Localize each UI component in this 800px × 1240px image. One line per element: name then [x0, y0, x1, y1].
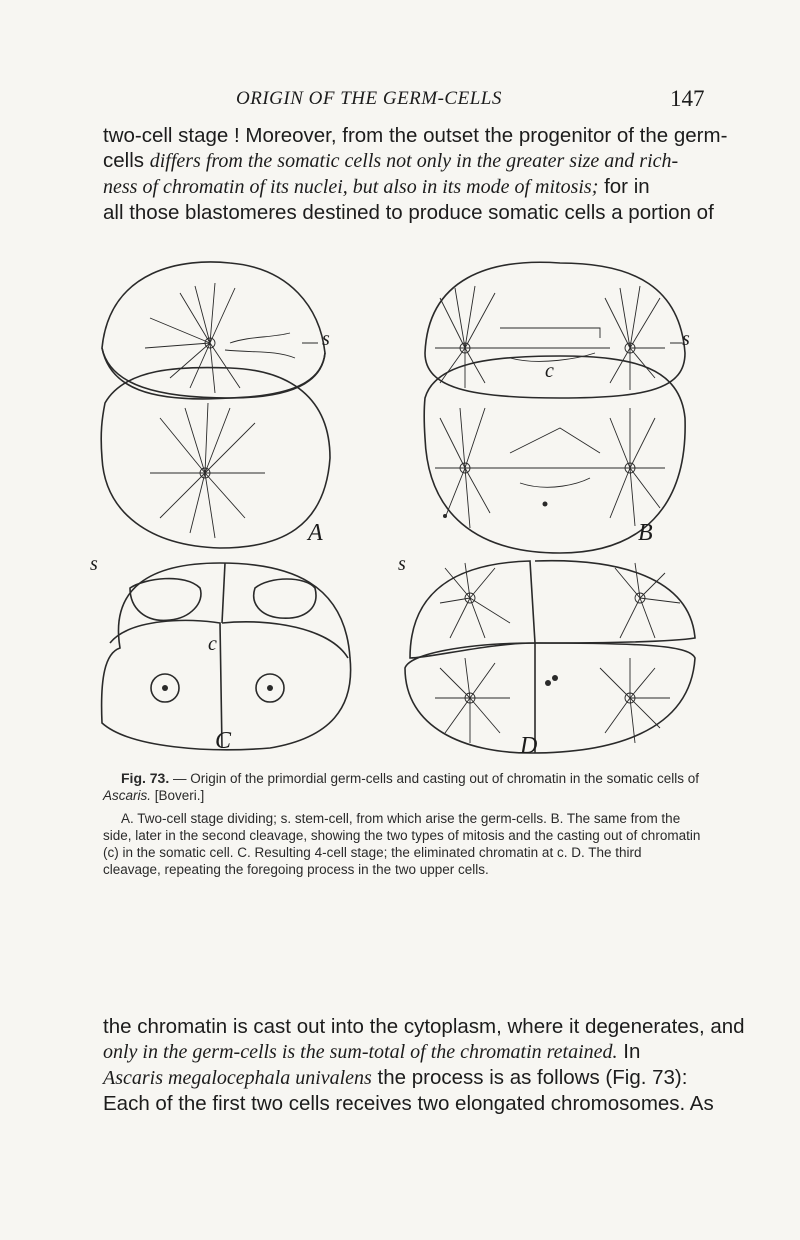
stem-cell-label-a: s: [322, 328, 330, 350]
text-line: two-cell stage ! Moreover, from the outset the progenitor of the germ-: [103, 124, 728, 147]
emphasis: Ascaris megalocephala univalens: [103, 1067, 372, 1089]
emphasis: ness of chromatin of its nuclei, but also in its mode of mitosis;: [103, 176, 599, 198]
text-line: Each of the first two cells receives two elongated chromosomes. As: [103, 1092, 714, 1115]
text-line: the chromatin is cast out into the cytoplasm, where it degenerates, and: [103, 1015, 745, 1038]
emphasis: only in the germ-cells is the sum-total of the chromatin retained.: [103, 1041, 618, 1063]
text-line: Ascaris megalocephala univalens the process is as follows (Fig. 73):: [103, 1066, 688, 1089]
stem-cell-label-d: s: [398, 553, 406, 575]
text-line: ness of chromatin of its nuclei, but also in its mode of mitosis; for in: [103, 175, 650, 198]
panel-d-spindles: [435, 563, 680, 743]
panel-label-a: A: [308, 520, 323, 546]
text-line: cells differs from the somatic cells not only in the greater size and rich-: [103, 149, 679, 172]
panel-label-b: B: [638, 520, 653, 546]
chromatin-label-c: c: [208, 633, 217, 655]
paragraph-top: [103, 123, 728, 225]
panel-c-cells: [102, 563, 351, 750]
panel-a-spindles: [145, 283, 295, 538]
panel-b-cells: [424, 262, 685, 553]
emphasis: differs from the somatic cells not only in the greater size and rich-: [149, 150, 679, 172]
panel-d-cells: [405, 561, 695, 753]
paragraph-bottom: [103, 1014, 745, 1116]
text-line: all those blastomeres destined to produce somatic cells a portion of: [103, 201, 714, 224]
panel-a-cells: [101, 262, 330, 548]
chromatin-label-b: c: [545, 360, 554, 382]
stem-cell-label-b: s: [682, 328, 690, 350]
running-head: ORIGIN OF THE GERM-CELLS: [236, 88, 502, 109]
figure-number: Fig. 73.: [121, 770, 170, 786]
page-number: 147: [670, 86, 705, 111]
panel-label-c: C: [215, 728, 232, 754]
figure-illustration: [90, 258, 710, 758]
panel-b-spindles: [435, 286, 665, 528]
stem-cell-label-c: s: [90, 553, 98, 575]
caption-title: Fig. 73. — Origin of the primordial germ-cells and casting out of chromatin in the somatic cells of Ascaris. [Boveri.]: [103, 770, 699, 803]
figure-caption: [103, 770, 703, 878]
text-line: only in the germ-cells is the sum-total of the chromatin retained. In: [103, 1040, 641, 1063]
panel-label-d: D: [520, 733, 538, 759]
figure-73: [90, 258, 710, 758]
caption-body: A. Two-cell stage dividing; s. stem-cell, from which arise the germ-cells. B. The same from the side, later in the second cleavage, showing the two types of mitosis and the casting out of chromatin (c) in the somatic cell. C. Resulting 4-cell stage; the eliminated chromatin at c. D. The third cleavage, repeating the foregoing process in the two upper cells.: [103, 811, 701, 877]
